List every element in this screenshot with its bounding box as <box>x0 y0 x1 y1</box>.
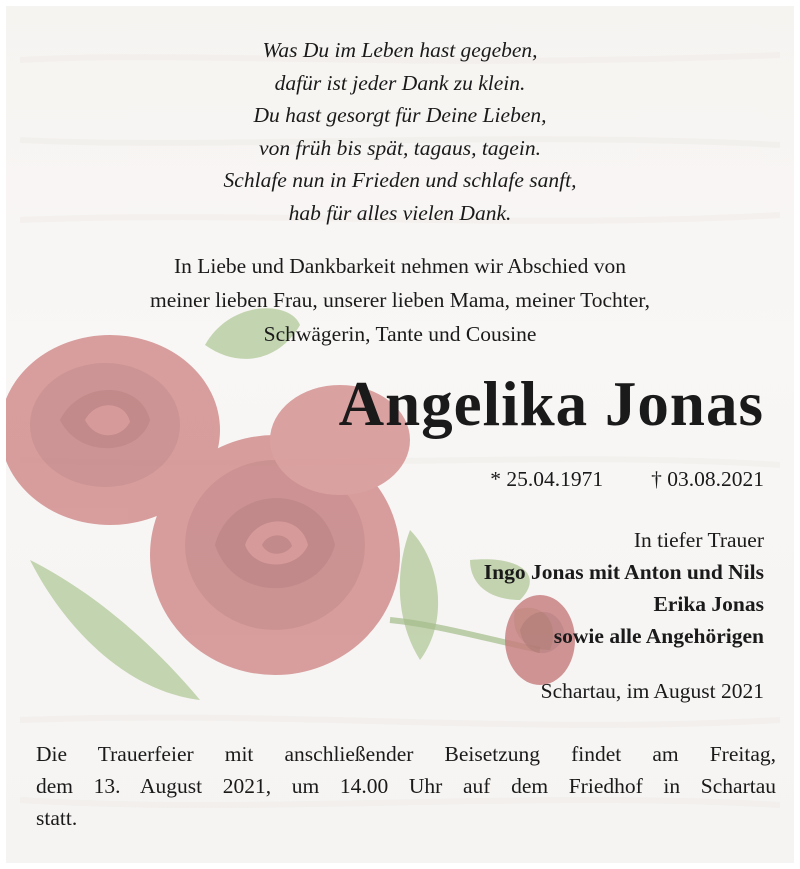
poem-line: Was Du im Leben hast gegeben, <box>262 38 538 62</box>
poem-line: hab für alles vielen Dank. <box>288 200 512 225</box>
mourner-name: Ingo Jonas mit Anton und Nils <box>483 560 764 584</box>
notice-line: dem 13. August 2021, um 14.00 Uhr auf dem Friedhof in Schartau <box>36 774 776 798</box>
mourner-name: Erika Jonas <box>653 592 764 616</box>
poem-line: Schlafe nun in Frieden und schlafe sanft, <box>223 168 577 192</box>
intro-line: In Liebe und Dankbarkeit nehmen wir Abschied von <box>174 254 626 278</box>
poem-line: dafür ist jeder Dank zu klein. <box>274 70 526 95</box>
mourners-block <box>484 524 764 652</box>
mourning-intro: In tiefer Trauer <box>633 528 764 552</box>
funeral-notice <box>36 738 776 834</box>
intro-line: Schwägerin, Tante und Cousine <box>263 322 537 346</box>
birth-date: * 25.04.1971 <box>490 467 604 491</box>
deceased-name: Angelika Jonas <box>338 369 764 439</box>
farewell-intro <box>0 249 800 351</box>
intro-line: meiner lieben Frau, unserer lieben Mama, meiner Tochter, <box>150 288 650 312</box>
life-dates <box>490 464 764 494</box>
poem <box>0 34 800 229</box>
poem-line: Du hast gesorgt für Deine Lieben, <box>253 103 547 127</box>
mourner-name: sowie alle Angehörigen <box>553 624 764 648</box>
notice-line: statt. <box>36 806 78 830</box>
poem-line: von früh bis spät, tagaus, tagein. <box>259 135 541 160</box>
death-date: † 03.08.2021 <box>651 467 764 491</box>
place-and-date: Schartau, im August 2021 <box>540 679 764 703</box>
notice-line: Die Trauerfeier mit anschließender Beisetzung findet am Freitag, <box>36 742 776 766</box>
